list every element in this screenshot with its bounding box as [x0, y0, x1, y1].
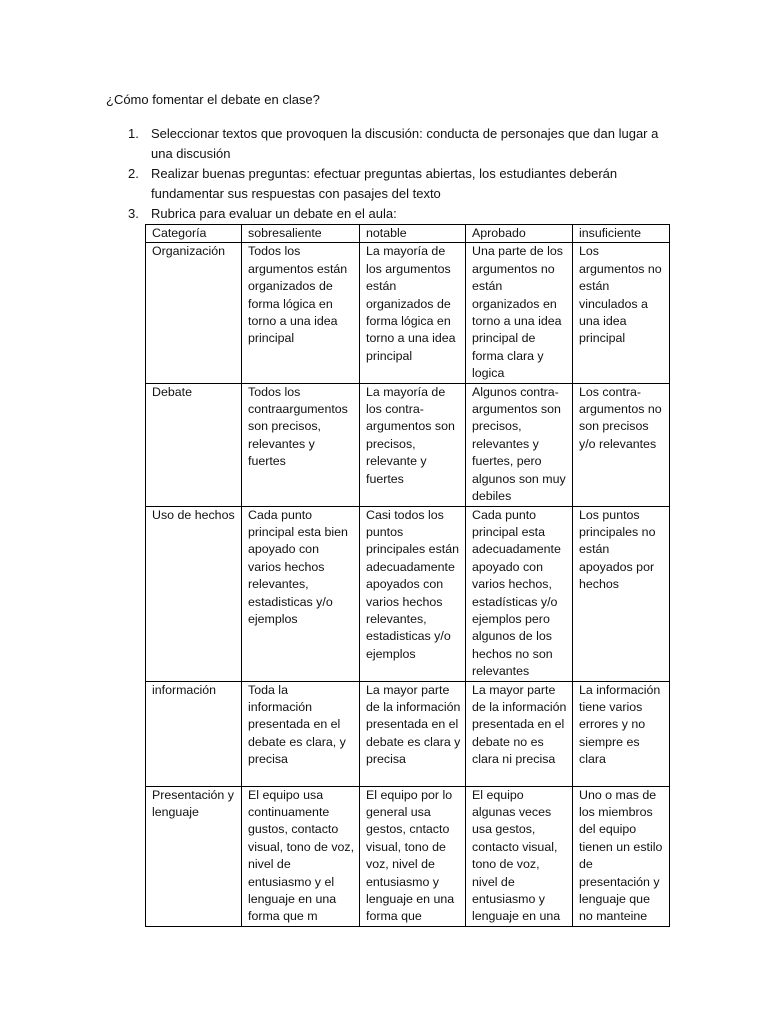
list-text: Seleccionar textos que provoquen la discusión: conducta de personajes que dan lugar a una discusión [151, 126, 659, 161]
table-cell: El equipo por lo general usa gestos, cntacto visual, tono de voz, nivel de entusiasmo y lenguaje en una forma que [360, 786, 466, 926]
category-cell: Presentación y lenguaje [146, 786, 242, 926]
table-cell: Algunos contra-argumentos son precisos, relevantes y fuertes, pero algunos son muy debiles [466, 383, 573, 506]
table-cell: Los argumentos no están vinculados a una idea principal [573, 243, 670, 383]
table-cell: Casi todos los puntos principales están adecuadamente apoyados con varios hechos relevantes, estadisticas y/o ejemplos [360, 506, 466, 681]
table-cell: Todos los contraargumentos son precisos, relevantes y fuertes [242, 383, 360, 506]
table-cell: El equipo algunas veces usa gestos, contacto visual, tono de voz, nivel de entusiasmo y lenguaje en una [466, 786, 573, 926]
list-text: Realizar buenas preguntas: efectuar preguntas abiertas, los estudiantes deberán fundamentar sus respuestas con pasajes del texto [151, 166, 618, 201]
list-item [106, 164, 666, 204]
list-item [106, 204, 666, 224]
list-number: 3. [128, 206, 139, 221]
table-row [146, 243, 670, 383]
table-cell: La mayoría de los argumentos están organizados de forma lógica en torno a una idea principal [360, 243, 466, 383]
header-cell: notable [360, 225, 466, 243]
header-cell: Categoría [146, 225, 242, 243]
table-row [146, 681, 670, 786]
header-cell: sobresaliente [242, 225, 360, 243]
category-cell: Uso de hechos [146, 506, 242, 681]
table-header-row [146, 225, 670, 243]
list-number: 2. [128, 166, 139, 181]
table-row [146, 506, 670, 681]
list-number: 1. [128, 126, 139, 141]
table-cell: La mayor parte de la información presentada en el debate no es clara ni precisa [466, 681, 573, 786]
page-heading: ¿Cómo fomentar el debate en clase? [106, 92, 320, 107]
table-cell: La mayor parte de la información presentada en el debate es clara y precisa [360, 681, 466, 786]
category-cell: información [146, 681, 242, 786]
table-cell: Uno o mas de los miembros del equipo tienen un estilo de presentación y lenguaje que no manteine [573, 786, 670, 926]
table-cell: Una parte de los argumentos no están organizados en torno a una idea principal de forma clara y logica [466, 243, 573, 383]
list-item [106, 124, 666, 164]
category-cell: Organización [146, 243, 242, 383]
table-cell: Los puntos principales no están apoyados por hechos [573, 506, 670, 681]
table-row [146, 786, 670, 926]
rubric-table [145, 224, 670, 927]
table-cell: La mayoría de los contra-argumentos son precisos, relevante y fuertes [360, 383, 466, 506]
table-cell: La información tiene varios errores y no siempre es clara [573, 681, 670, 786]
table-cell: Todos los argumentos están organizados de forma lógica en torno a una idea principal [242, 243, 360, 383]
table-cell: Cada punto principal esta adecuadamente apoyado con varios hechos, estadísticas y/o ejemplos pero algunos de los hechos no son relevantes [466, 506, 573, 681]
list-text: Rubrica para evaluar un debate en el aula: [151, 206, 397, 221]
table-cell: Los contra-argumentos no son precisos y/o relevantes [573, 383, 670, 506]
table-cell: El equipo usa continuamente gustos, contacto visual, tono de voz, nivel de entusiasmo y el lenguaje en una forma que m [242, 786, 360, 926]
header-cell: Aprobado [466, 225, 573, 243]
table-cell: Cada punto principal esta bien apoyado con varios hechos relevantes, estadisticas y/o ejemplos [242, 506, 360, 681]
table-cell: Toda la información presentada en el debate es clara, y precisa [242, 681, 360, 786]
steps-list [106, 124, 666, 224]
header-cell: insuficiente [573, 225, 670, 243]
table-row [146, 383, 670, 506]
category-cell: Debate [146, 383, 242, 506]
